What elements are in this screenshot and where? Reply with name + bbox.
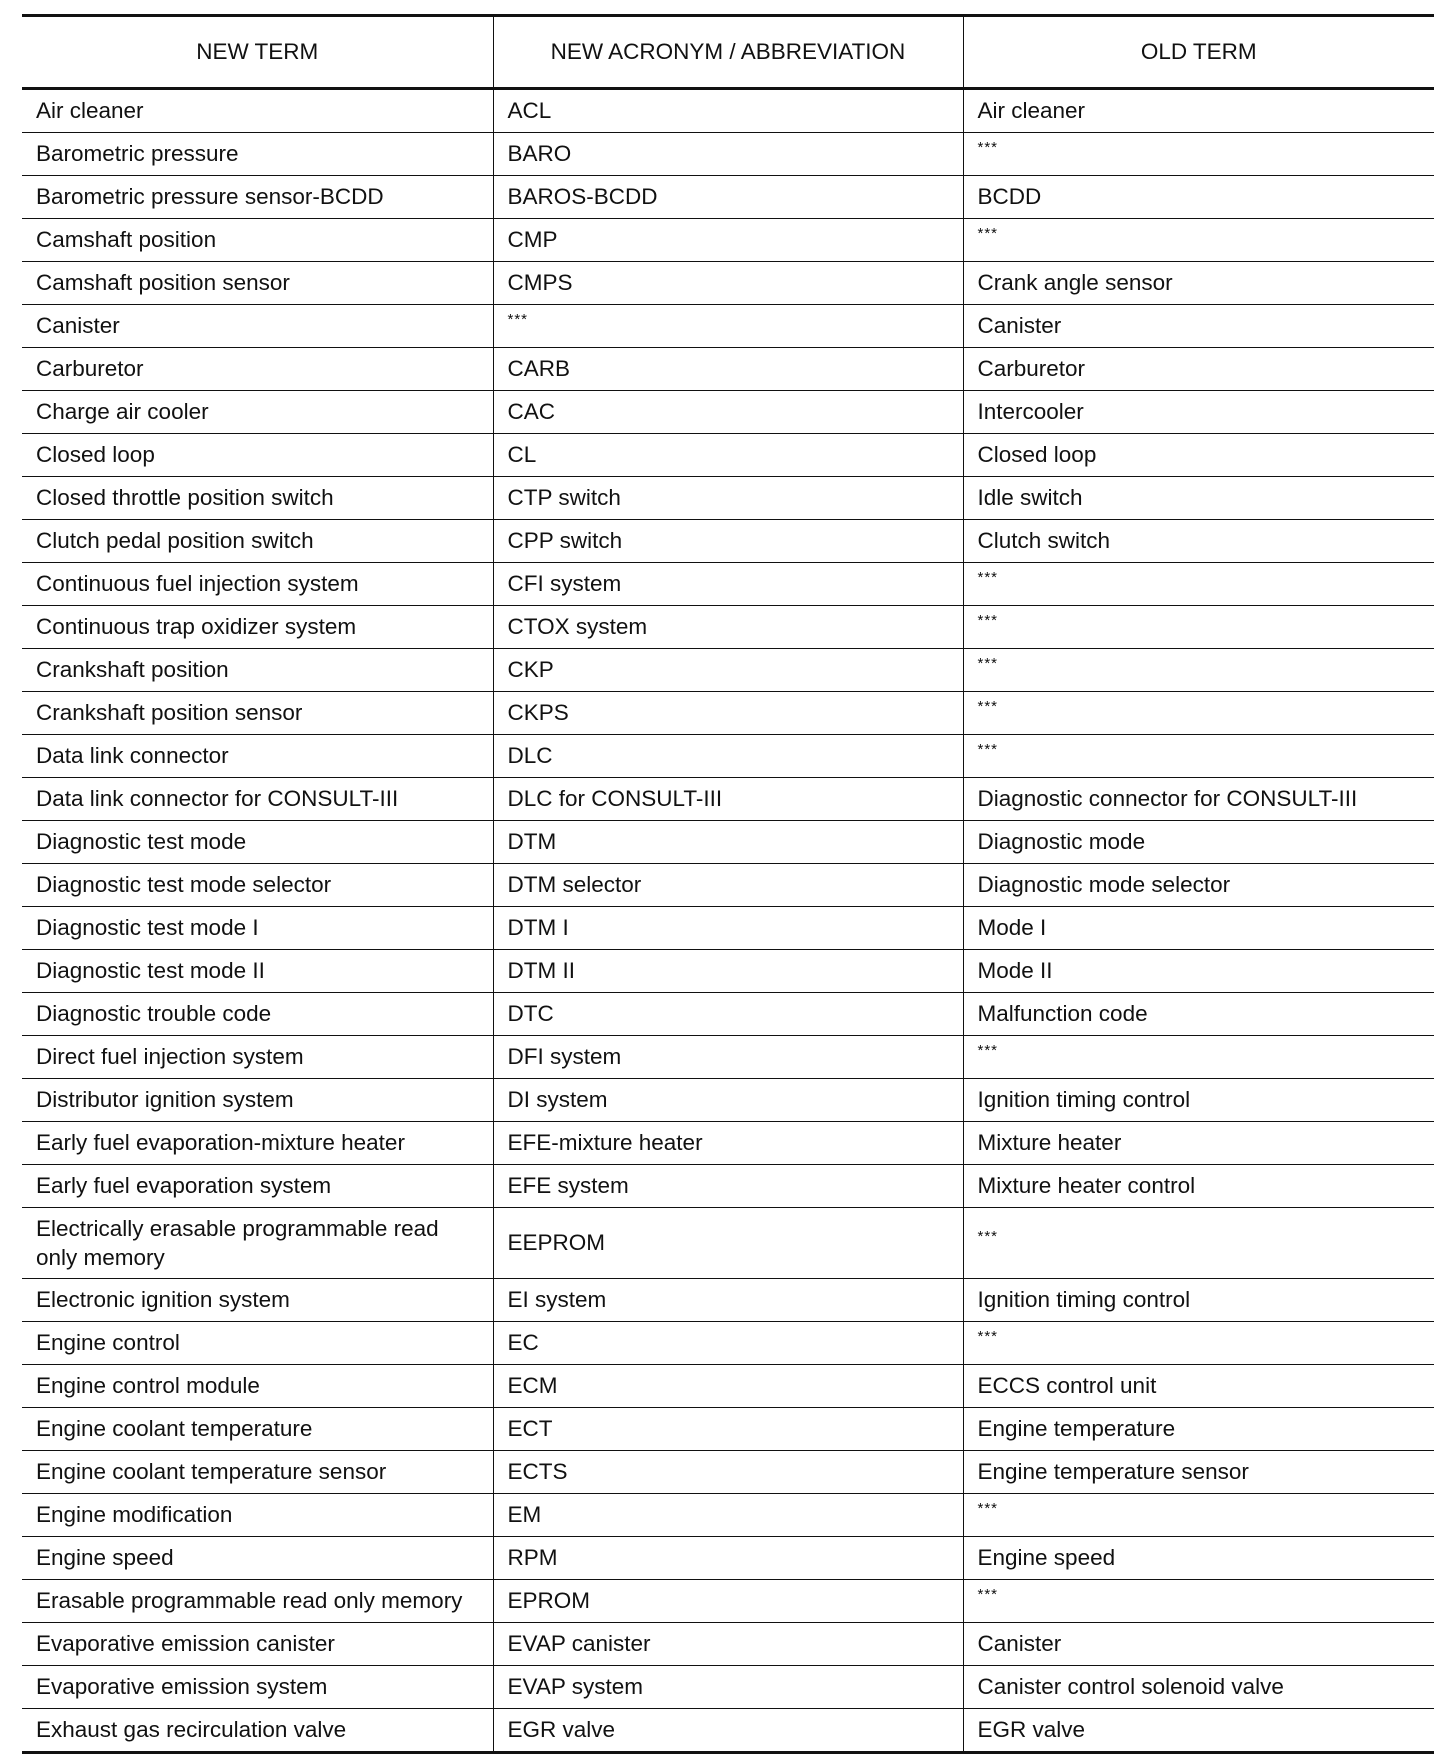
table-row	[22, 176, 1434, 219]
old-term-cell: ECCS control unit	[963, 1365, 1434, 1408]
acronym-cell	[493, 305, 963, 348]
new-term-cell: Early fuel evaporation system	[22, 1165, 493, 1208]
old-term-cell: Diagnostic connector for CONSULT-III	[963, 778, 1434, 821]
new-term-cell: Evaporative emission system	[22, 1666, 493, 1709]
new-term-cell: Closed throttle position switch	[22, 477, 493, 520]
table-row	[22, 649, 1434, 692]
old-term-cell: Mode I	[963, 907, 1434, 950]
new-term-cell: Engine speed	[22, 1537, 493, 1580]
new-term-cell: Data link connector	[22, 735, 493, 778]
table-row	[22, 434, 1434, 477]
not-applicable-mark: ***	[977, 569, 999, 587]
acronym-cell: CTP switch	[493, 477, 963, 520]
table-row	[22, 305, 1434, 348]
table-row	[22, 692, 1434, 735]
acronym-cell: ECM	[493, 1365, 963, 1408]
table-row	[22, 520, 1434, 563]
new-term-cell: Engine coolant temperature sensor	[22, 1451, 493, 1494]
table-row	[22, 89, 1434, 133]
new-term-cell: Diagnostic trouble code	[22, 993, 493, 1036]
acronym-cell: BAROS-BCDD	[493, 176, 963, 219]
acronym-cell: BARO	[493, 133, 963, 176]
acronym-cell: ACL	[493, 89, 963, 133]
not-applicable-mark: ***	[977, 1500, 999, 1518]
new-term-cell: Diagnostic test mode II	[22, 950, 493, 993]
new-term-cell: Engine control module	[22, 1365, 493, 1408]
table-row	[22, 864, 1434, 907]
old-term-cell: EGR valve	[963, 1709, 1434, 1753]
table-row	[22, 1079, 1434, 1122]
acronym-cell: DTM II	[493, 950, 963, 993]
old-term-cell	[963, 219, 1434, 262]
table-row	[22, 1279, 1434, 1322]
old-term-cell	[963, 692, 1434, 735]
new-term-cell: Camshaft position sensor	[22, 262, 493, 305]
old-term-cell	[963, 1494, 1434, 1537]
old-term-cell: Canister control solenoid valve	[963, 1666, 1434, 1709]
old-term-cell: Intercooler	[963, 391, 1434, 434]
header-old-term: OLD TERM	[963, 16, 1434, 89]
acronym-cell: DTM I	[493, 907, 963, 950]
new-term-cell: Engine control	[22, 1322, 493, 1365]
table-row	[22, 1709, 1434, 1753]
table-row	[22, 1494, 1434, 1537]
acronym-cell: ECTS	[493, 1451, 963, 1494]
new-term-cell: Early fuel evaporation-mixture heater	[22, 1122, 493, 1165]
acronym-cell: CKP	[493, 649, 963, 692]
acronym-cell: DTC	[493, 993, 963, 1036]
old-term-cell: Engine temperature sensor	[963, 1451, 1434, 1494]
header-row	[22, 16, 1434, 89]
table-row	[22, 262, 1434, 305]
acronym-cell: EPROM	[493, 1580, 963, 1623]
old-term-cell	[963, 649, 1434, 692]
acronym-cell: DFI system	[493, 1036, 963, 1079]
old-term-cell: Ignition timing control	[963, 1279, 1434, 1322]
new-term-cell: Erasable programmable read only memory	[22, 1580, 493, 1623]
acronym-cell: DLC	[493, 735, 963, 778]
new-term-cell: Evaporative emission canister	[22, 1623, 493, 1666]
table-row	[22, 563, 1434, 606]
new-term-cell: Continuous fuel injection system	[22, 563, 493, 606]
table-row	[22, 1165, 1434, 1208]
old-term-cell: Engine temperature	[963, 1408, 1434, 1451]
new-term-cell: Exhaust gas recirculation valve	[22, 1709, 493, 1753]
old-term-cell: Ignition timing control	[963, 1079, 1434, 1122]
new-term-cell: Continuous trap oxidizer system	[22, 606, 493, 649]
acronym-cell: EFE system	[493, 1165, 963, 1208]
acronym-cell: EVAP canister	[493, 1623, 963, 1666]
old-term-cell: Carburetor	[963, 348, 1434, 391]
table-body	[22, 89, 1434, 1753]
old-term-cell	[963, 1036, 1434, 1079]
new-term-cell: Diagnostic test mode I	[22, 907, 493, 950]
acronym-cell: EEPROM	[493, 1208, 963, 1279]
acronym-cell: EGR valve	[493, 1709, 963, 1753]
not-applicable-mark: ***	[977, 1328, 999, 1346]
not-applicable-mark: ***	[977, 1228, 999, 1246]
new-term-cell: Camshaft position	[22, 219, 493, 262]
table-row	[22, 133, 1434, 176]
acronym-cell: CMPS	[493, 262, 963, 305]
table-row	[22, 1666, 1434, 1709]
old-term-cell	[963, 606, 1434, 649]
table-row	[22, 1623, 1434, 1666]
table-row	[22, 1451, 1434, 1494]
new-term-cell: Closed loop	[22, 434, 493, 477]
old-term-cell: Idle switch	[963, 477, 1434, 520]
table-row	[22, 1322, 1434, 1365]
header-new-acronym: NEW ACRONYM / ABBREVIATION	[493, 16, 963, 89]
not-applicable-mark: ***	[977, 1586, 999, 1604]
acronym-cell: DTM selector	[493, 864, 963, 907]
not-applicable-mark: ***	[977, 1042, 999, 1060]
old-term-cell: BCDD	[963, 176, 1434, 219]
acronym-cell: EI system	[493, 1279, 963, 1322]
new-term-cell: Clutch pedal position switch	[22, 520, 493, 563]
new-term-cell: Diagnostic test mode selector	[22, 864, 493, 907]
old-term-cell: Closed loop	[963, 434, 1434, 477]
not-applicable-mark: ***	[977, 612, 999, 630]
old-term-cell: Engine speed	[963, 1537, 1434, 1580]
old-term-cell: Crank angle sensor	[963, 262, 1434, 305]
new-term-cell: Air cleaner	[22, 89, 493, 133]
old-term-cell	[963, 1322, 1434, 1365]
old-term-cell: Malfunction code	[963, 993, 1434, 1036]
table-row	[22, 1580, 1434, 1623]
acronym-cell: CPP switch	[493, 520, 963, 563]
table-row	[22, 950, 1434, 993]
old-term-cell	[963, 1580, 1434, 1623]
old-term-cell: Mode II	[963, 950, 1434, 993]
terminology-table	[22, 14, 1434, 1754]
acronym-cell: DLC for CONSULT-III	[493, 778, 963, 821]
table-row	[22, 1036, 1434, 1079]
old-term-cell: Diagnostic mode selector	[963, 864, 1434, 907]
old-term-cell	[963, 1208, 1434, 1279]
acronym-cell: CAC	[493, 391, 963, 434]
acronym-cell: EM	[493, 1494, 963, 1537]
table-row	[22, 821, 1434, 864]
new-term-cell: Electrically erasable programmable read only memory	[22, 1208, 493, 1279]
old-term-cell	[963, 563, 1434, 606]
acronym-cell: CL	[493, 434, 963, 477]
old-term-cell	[963, 735, 1434, 778]
header-new-term: NEW TERM	[22, 16, 493, 89]
new-term-cell: Engine modification	[22, 1494, 493, 1537]
new-term-cell: Barometric pressure	[22, 133, 493, 176]
acronym-cell: CTOX system	[493, 606, 963, 649]
table-row	[22, 1208, 1434, 1279]
table-row	[22, 219, 1434, 262]
not-applicable-mark: ***	[977, 655, 999, 673]
table-row	[22, 477, 1434, 520]
new-term-cell: Carburetor	[22, 348, 493, 391]
acronym-cell: ECT	[493, 1408, 963, 1451]
new-term-cell: Barometric pressure sensor-BCDD	[22, 176, 493, 219]
table-row	[22, 1537, 1434, 1580]
table-row	[22, 778, 1434, 821]
old-term-cell: Mixture heater	[963, 1122, 1434, 1165]
old-term-cell: Canister	[963, 1623, 1434, 1666]
table-row	[22, 1408, 1434, 1451]
acronym-cell: EVAP system	[493, 1666, 963, 1709]
table-row	[22, 348, 1434, 391]
table-row	[22, 391, 1434, 434]
table-row	[22, 1122, 1434, 1165]
acronym-cell: DI system	[493, 1079, 963, 1122]
new-term-cell: Engine coolant temperature	[22, 1408, 493, 1451]
table-row	[22, 993, 1434, 1036]
acronym-cell: CKPS	[493, 692, 963, 735]
new-term-cell: Distributor ignition system	[22, 1079, 493, 1122]
old-term-cell: Canister	[963, 305, 1434, 348]
not-applicable-mark: ***	[977, 225, 999, 243]
not-applicable-mark: ***	[507, 311, 529, 329]
old-term-cell: Air cleaner	[963, 89, 1434, 133]
acronym-cell: CFI system	[493, 563, 963, 606]
new-term-cell: Charge air cooler	[22, 391, 493, 434]
table-header	[22, 16, 1434, 89]
new-term-cell: Electronic ignition system	[22, 1279, 493, 1322]
new-term-cell: Crankshaft position sensor	[22, 692, 493, 735]
table-row	[22, 907, 1434, 950]
not-applicable-mark: ***	[977, 741, 999, 759]
acronym-cell: RPM	[493, 1537, 963, 1580]
acronym-cell: DTM	[493, 821, 963, 864]
new-term-cell: Direct fuel injection system	[22, 1036, 493, 1079]
acronym-cell: CMP	[493, 219, 963, 262]
table-row	[22, 735, 1434, 778]
acronym-cell: EC	[493, 1322, 963, 1365]
new-term-cell: Data link connector for CONSULT-III	[22, 778, 493, 821]
old-term-cell: Mixture heater control	[963, 1165, 1434, 1208]
acronym-cell: EFE-mixture heater	[493, 1122, 963, 1165]
new-term-cell: Crankshaft position	[22, 649, 493, 692]
not-applicable-mark: ***	[977, 698, 999, 716]
table-row	[22, 606, 1434, 649]
new-term-cell: Diagnostic test mode	[22, 821, 493, 864]
table-row	[22, 1365, 1434, 1408]
old-term-cell	[963, 133, 1434, 176]
old-term-cell: Diagnostic mode	[963, 821, 1434, 864]
not-applicable-mark: ***	[977, 139, 999, 157]
acronym-cell: CARB	[493, 348, 963, 391]
new-term-cell: Canister	[22, 305, 493, 348]
old-term-cell: Clutch switch	[963, 520, 1434, 563]
